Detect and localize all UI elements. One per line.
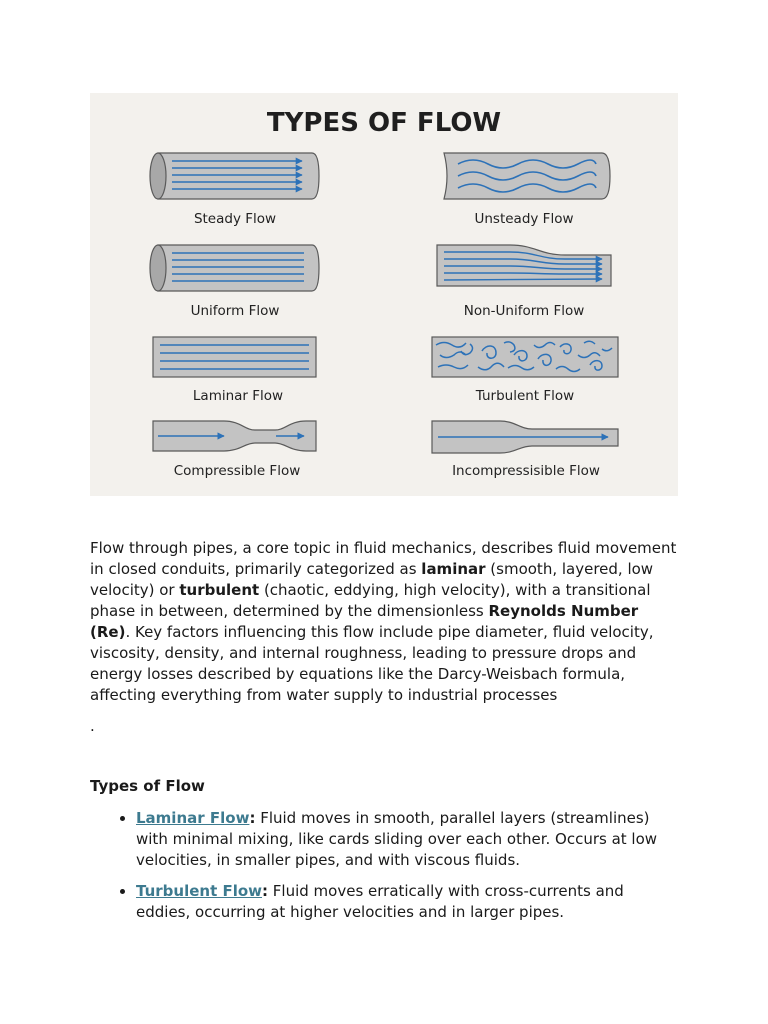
unsteady-flow-illustration bbox=[444, 153, 610, 199]
list-item-text: Fluid moves in smooth, parallel layers (streamlines) with minimal mixing, like cards sliding over each other. Occurs at low velocities, in smaller pipes, and with viscous fluids. bbox=[136, 809, 658, 869]
list-colon: : bbox=[249, 809, 256, 827]
laminar-flow-illustration bbox=[153, 337, 316, 377]
laminar-flow-label: Laminar Flow bbox=[192, 388, 284, 404]
list-item-text: Fluid moves erratically with cross-currents and eddies, occurring at higher velocities and in larger pipes. bbox=[136, 882, 624, 921]
turbulent-flow-link[interactable]: Turbulent Flow bbox=[136, 882, 263, 900]
dot-paragraph: . bbox=[90, 717, 95, 735]
intro-paragraph bbox=[90, 538, 680, 706]
compressible-flow-illustration bbox=[153, 421, 316, 451]
uniform-flow-label: Uniform Flow bbox=[190, 303, 280, 319]
intro-text-1: Flow through pipes, a core topic in fluid mechanics, describes fluid movement in closed conduits, primarily categorized as bbox=[90, 539, 677, 578]
intro-text-3: (chaotic, eddying, high velocity), with a transitional phase in between, determined by the dimensionless bbox=[90, 581, 651, 620]
list-item-turbulent bbox=[136, 881, 680, 923]
laminar-flow-link[interactable]: Laminar Flow bbox=[136, 809, 250, 827]
section-heading: Types of Flow bbox=[90, 777, 205, 795]
intro-bold-reynolds: Reynolds Number (Re) bbox=[90, 602, 639, 641]
unsteady-flow-label: Unsteady Flow bbox=[474, 211, 574, 227]
turbulent-flow-label: Turbulent Flow bbox=[475, 388, 575, 404]
intro-text-4: . Key factors influencing this flow include pipe diameter, fluid velocity, viscosity, density, and internal roughness, leading to pressure drops and energy losses described by equations like the Darcy-Weisbach formula, affecting everything from water supply to industrial processes bbox=[90, 623, 654, 704]
types-of-flow-figure bbox=[90, 93, 678, 496]
non-uniform-flow-illustration bbox=[437, 245, 611, 286]
intro-bold-turbulent: turbulent bbox=[179, 581, 260, 599]
article-body bbox=[90, 538, 680, 933]
flow-types-list bbox=[90, 808, 680, 923]
intro-text-2: (smooth, layered, low velocity) or bbox=[90, 560, 654, 599]
non-uniform-flow-label: Non-Uniform Flow bbox=[463, 303, 585, 319]
list-colon: : bbox=[262, 882, 269, 900]
types-of-flow-diagram bbox=[90, 93, 678, 496]
turbulent-flow-illustration bbox=[432, 337, 618, 377]
incompressible-flow-illustration bbox=[432, 421, 618, 453]
steady-flow-label: Steady Flow bbox=[193, 211, 277, 227]
figure-title: TYPES OF FLOW bbox=[266, 108, 502, 138]
compressible-flow-label: Compressible Flow bbox=[173, 463, 301, 479]
intro-bold-laminar: laminar bbox=[421, 560, 486, 578]
list-item-laminar bbox=[136, 808, 680, 871]
incompressible-flow-label: Incompressisible Flow bbox=[452, 463, 600, 479]
steady-flow-illustration bbox=[150, 153, 319, 199]
uniform-flow-illustration bbox=[150, 245, 319, 291]
